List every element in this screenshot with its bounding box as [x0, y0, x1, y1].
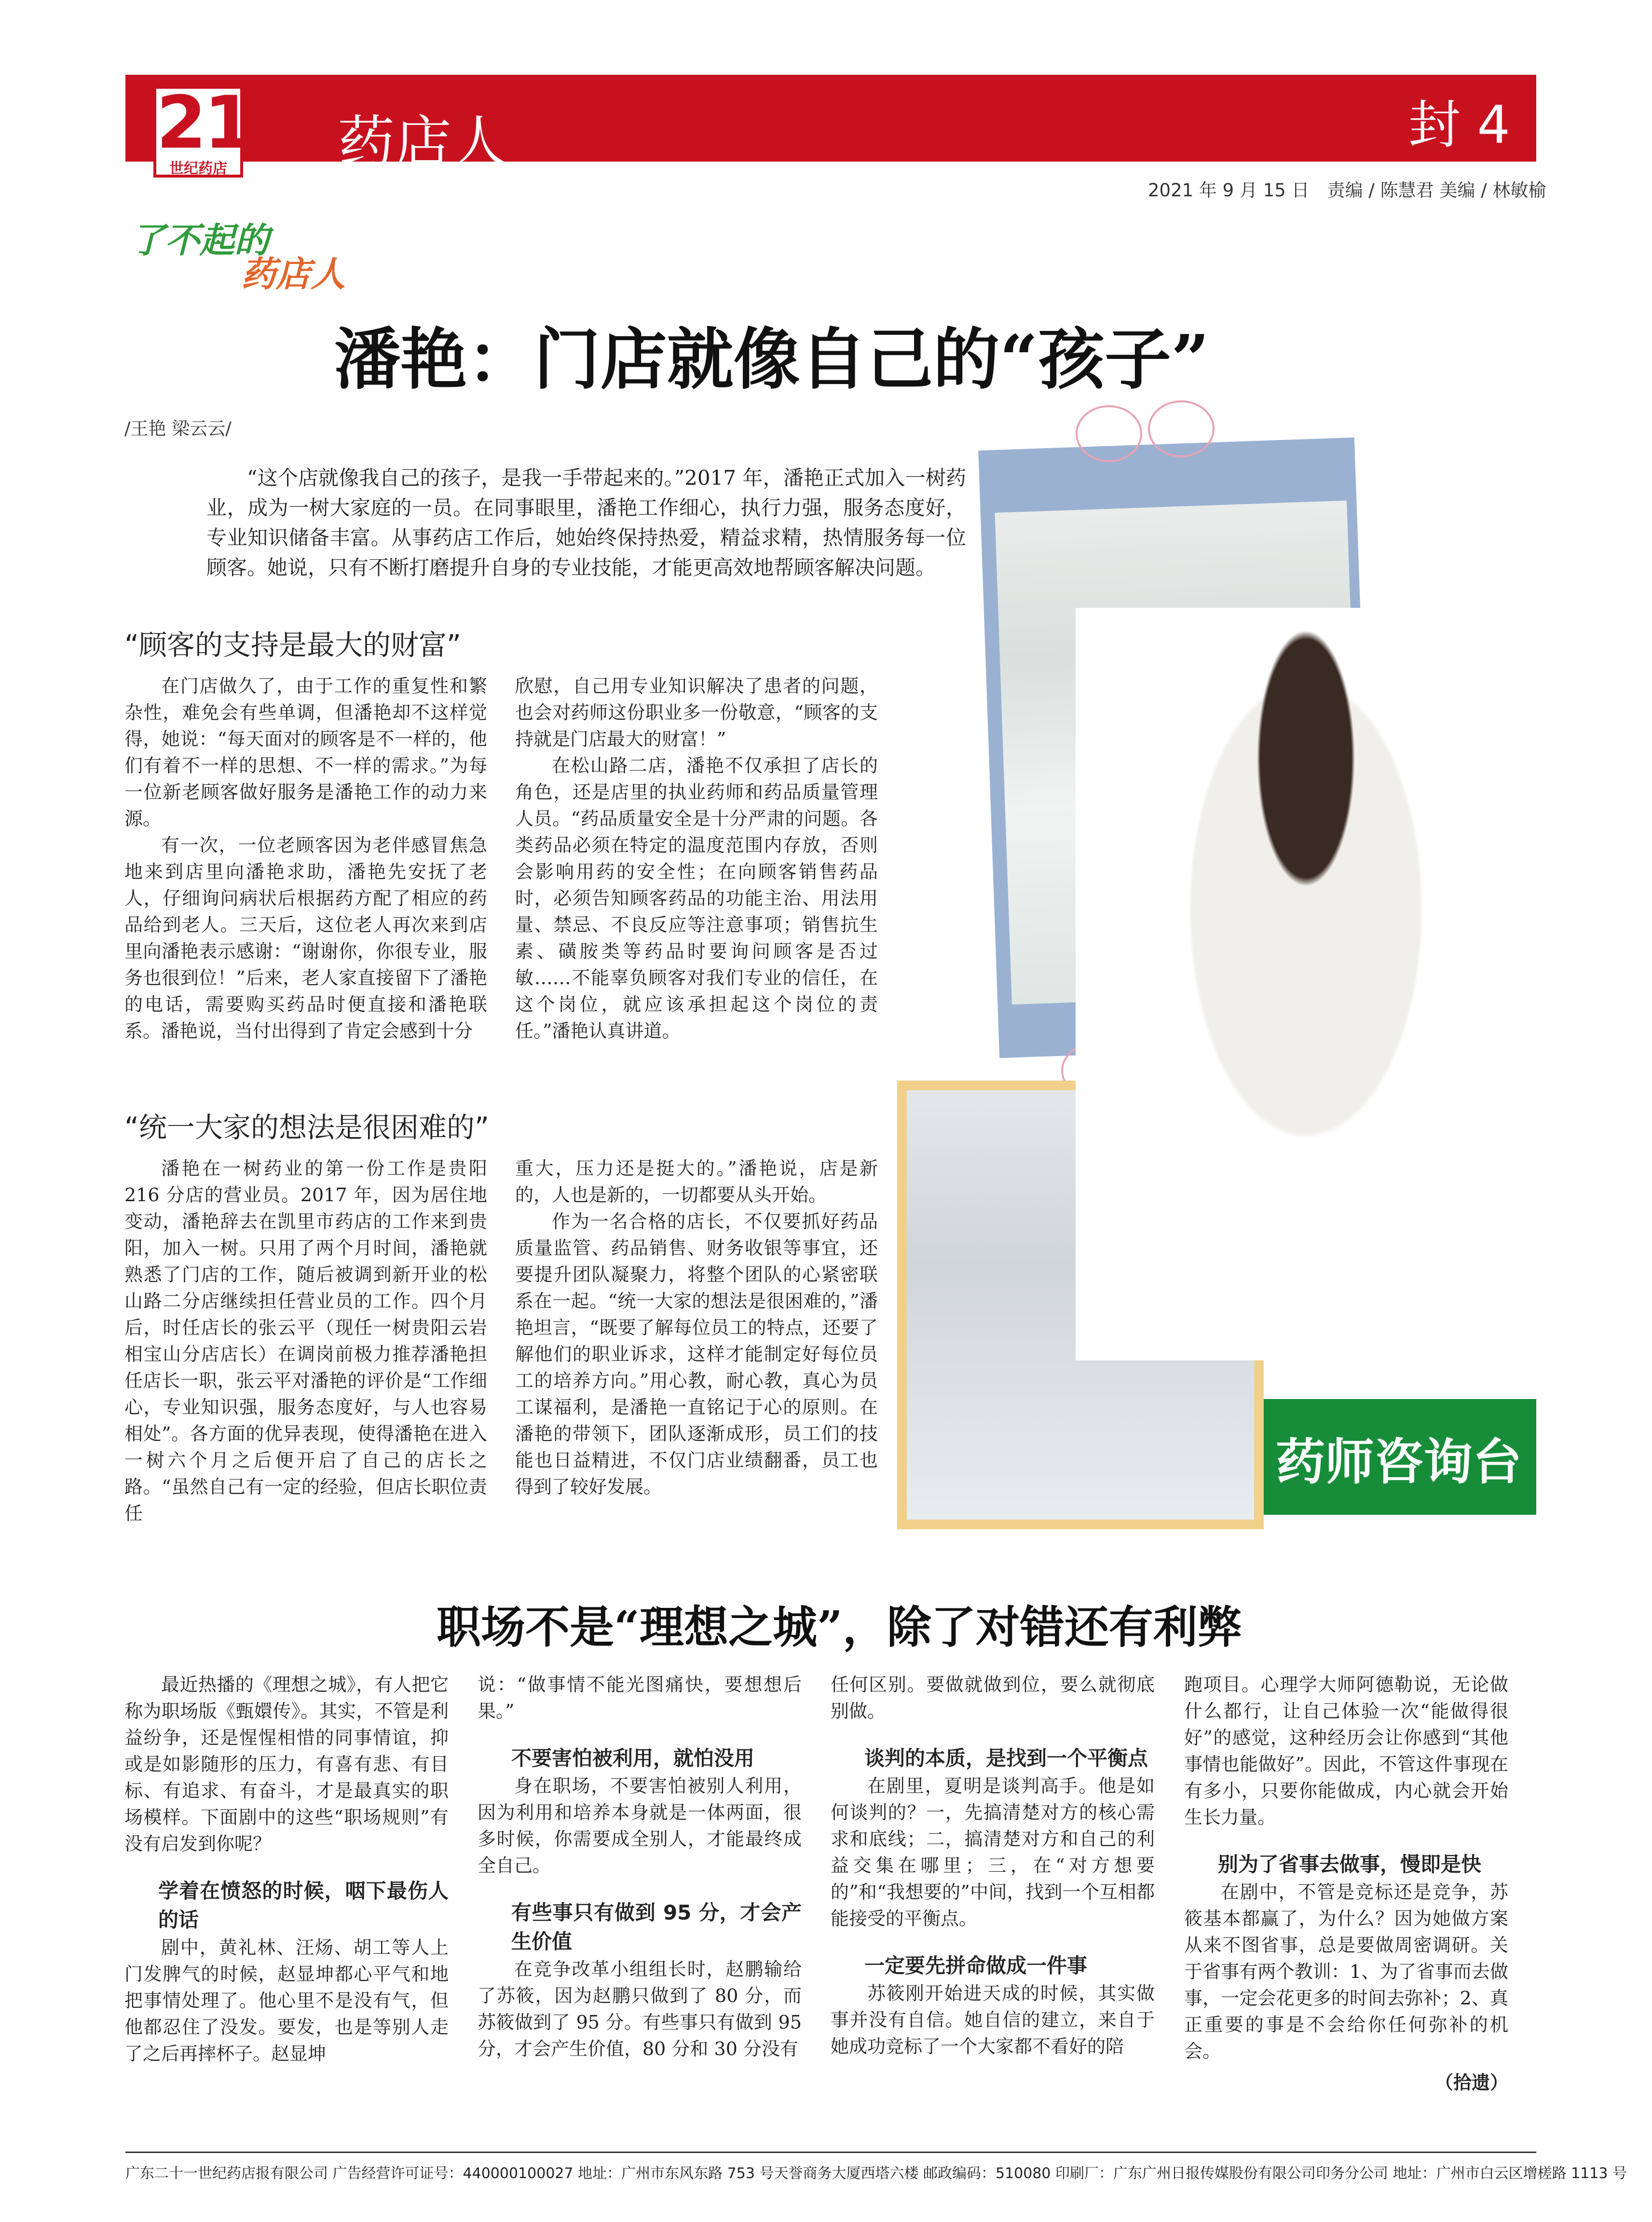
- paragraph: 最近热播的《理想之城》，有人把它称为职场版《甄嬛传》。其实，不管是利益纷争，还是惺惺相惜的同事情谊，抑或是如影随形的压力，有喜有悲、有目标、有追求、有奋斗，才是最真实的职场模样。下面剧中的这些“职场规则”有没有启发到你呢？: [124, 1674, 449, 1854]
- subheading: 有些事只有做到 95 分，才会产生价值: [511, 1901, 802, 1953]
- paragraph: 在剧中，不管是竞标还是竞争，苏筱基本都赢了，为什么？因为她做方案从来不图省事，总是要做周密调研。关于省事有两个教训：1、为了省事而去做事，一定会花更多的时间去弥补；2、真正重要的事是不会给你任何弥补的机会。: [1184, 1881, 1508, 2062]
- section2-column2: [515, 1155, 878, 1500]
- logo-text: 世纪药店: [169, 160, 227, 177]
- footer-rule: [125, 2152, 1536, 2153]
- paragraph: 在门店做久了，由于工作的重复性和繁杂性，难免会有些单调，但潘艳却不这样觉得，她说：“每天面对的顾客是不一样的，他们有着不一样的思想、不一样的需求。”为每一位新老顾客做好服务是潘艳工作的动力来源。: [124, 675, 487, 829]
- article2-column4: [1184, 1672, 1508, 2096]
- section2-heading: “统一大家的想法是很困难的”: [124, 1111, 490, 1144]
- section1-column1: [124, 673, 487, 1044]
- subheading: 学着在愤怒的时候，咽下最伤人的话: [158, 1879, 449, 1932]
- subheading: 谈判的本质，是找到一个平衡点: [864, 1746, 1148, 1770]
- paragraph: 身在职场，不要害怕被别人利用，因为利用和培养本身就是一体两面，很多时候，你需要成全别人，才能最终成全自己。: [478, 1775, 802, 1876]
- paragraph: 潘艳在一树药业的第一份工作是贵阳216 分店的营业员。2017 年，因为居住地变动，潘艳辞去在凯里市药店的工作来到贵阳，加入一树。只用了两个月时间，潘艳就熟悉了门店的工作，随后被调到新开业的松山路二分店继续担任营业员的工作。四个月后，时任店长的张云平（现任一树贵阳云岩相宝山分店店长）在调岗前极力推荐潘艳担任店长一职，张云平对潘艳的评价是“工作细心，专业知识强，服务态度好，与人也容易相处”。各方面的优异表现，使得潘艳在进入一树六个月之后便开启了自己的店长之路。“虽然自己有一定的经验，但店长职位责任: [124, 1158, 487, 1524]
- article1-byline: /王艳 梁云云/: [124, 418, 232, 439]
- column-logo-part2: 药店人: [241, 254, 346, 294]
- paragraph: 任何区别。要做就做到位，要么就彻底别做。: [831, 1674, 1155, 1722]
- page-label: 封 4: [1408, 95, 1511, 155]
- dateline: 2021 年 9 月 15 日 责编 / 陈慧君 美编 / 林敏榆: [1148, 180, 1546, 201]
- subheading: 不要害怕被利用，就怕没用: [511, 1746, 755, 1770]
- article2-title: 职场不是“理想之城”，除了对错还有利弊: [437, 1601, 1242, 1653]
- article1-lead: [206, 463, 966, 583]
- subheading: 别为了省事去做事，慢即是快: [1218, 1852, 1482, 1876]
- paragraph: 跑项目。心理学大师阿德勒说，无论做什么都行，让自己体验一次“能做得很好”的感觉，这种经历会让你感到“其他事情也能做好”。因此，不管这件事现在有多小，只要你能做成，内心就会开始生长力量。: [1184, 1674, 1508, 1828]
- pharmacist-portrait: [1076, 608, 1536, 1360]
- subheading: 一定要先拼命做成一件事: [864, 1954, 1088, 1977]
- paragraph: 重大，压力还是挺大的。”潘艳说，店是新的，人也是新的，一切都要从头开始。: [515, 1158, 878, 1206]
- section2-column1: [124, 1155, 487, 1527]
- paragraph: 有一次，一位老顾客因为老伴感冒焦急地来到店里向潘艳求助，潘艳先安抚了老人，仔细询问病状后根据药方配了相应的药品给到老人。三天后，这位老人再次来到店里向潘艳表示感谢：“谢谢你，你很专业，服务也很到位！”后来，老人家直接留下了潘艳的电话，需要购买药品时便直接和潘艳联系。潘艳说，当付出得到了肯定会感到十分: [124, 835, 487, 1042]
- ribbon-loop-left: [1076, 405, 1142, 462]
- newspaper-logo: [153, 81, 251, 178]
- article1-title: 潘艳：门店就像自己的“孩子”: [334, 320, 1210, 398]
- ribbon-loop-right: [1148, 400, 1215, 457]
- section-title: 药店人: [338, 109, 509, 176]
- publisher-footer: 广东二十一世纪药店报有限公司 广告经营许可证号：440000100027 地址：广州市东风东路 753 号天誉商务大厦西塔六楼 邮政编码：510080 印刷厂：广东广州日报传媒股份有限公司印务分公司 地址：广州市白云区增槎路 1113 号: [125, 2165, 1627, 2182]
- paragraph: 苏筱刚开始进天成的时候，其实做事并没有自信。她自信的建立，来自于她成功竞标了一个大家都不看好的陪: [831, 1983, 1155, 2057]
- section1-heading: “顾客的支持是最大的财富”: [124, 629, 462, 661]
- article2-column1: [124, 1672, 449, 2067]
- counter-sign: 药师咨询台: [1276, 1433, 1522, 1491]
- paragraph: 作为一名合格的店长，不仅要抓好药品质量监管、药品销售、财务收银等事宜，还要提升团队凝聚力，将整个团队的心紧密联系在一起。“统一大家的想法是很困难的，”潘艳坦言，“既要了解每位员工的特点，还要了解他们的职业诉求，这样才能制定好每位员工的培养方向。”用心教，耐心教，真心为员工谋福利，是潘艳一直铭记于心的原则。在潘艳的带领下，团队逐渐成形，员工们的技能也日益精进，不仅门店业绩翻番，员工也得到了较好发展。: [515, 1211, 878, 1497]
- article2-column2: [478, 1672, 802, 2062]
- article2-source: （拾遗）: [1434, 2072, 1508, 2093]
- counter-top: [1264, 1370, 1536, 1399]
- article2-column3: [831, 1672, 1155, 2060]
- lead-paragraph: “这个店就像我自己的孩子，是我一手带起来的。”2017 年，潘艳正式加入一树药业，成为一树大家庭的一员。在同事眼里，潘艳工作细心，执行力强，服务态度好，专业知识储备丰富。从事药店工作后，她始终保持热爱，精益求精，热情服务每一位顾客。她说，只有不断打磨提升自身的专业技能，才能更高效地帮顾客解决问题。: [206, 466, 966, 579]
- paragraph: 说：“做事情不能光图痛快，要想想后果。”: [478, 1674, 802, 1722]
- paragraph: 在竞争改革小组组长时，赵鹏输给了苏筱，因为赵鹏只做到了 80 分，而苏筱做到了 95 分。有些事只有做到 95分，才会产生价值，80 分和 30 分没有: [478, 1959, 802, 2059]
- paragraph: 剧中，黄礼林、汪炀、胡工等人上门发脾气的时候，赵显坤都心平气和地把事情处理了。他心里不是没有气，但他都忍住了没发。要发，也是等别人走了之后再摔杯子。赵显坤: [124, 1937, 449, 2064]
- masthead-bar: [125, 75, 1536, 165]
- paragraph: 在剧里，夏明是谈判高手。他是如何谈判的？一，先搞清楚对方的核心需求和底线；二，搞清楚对方和自己的利益交集在哪里；三，在“对方想要的”和“我想要的”中间，找到一个互相都能接受的平衡点。: [831, 1775, 1155, 1929]
- column-logo-part1: 了不起的: [130, 220, 270, 261]
- paragraph: 欣慰，自己用专业知识解决了患者的问题，也会对药师这份职业多一份敬意，“顾客的支持就是门店最大的财富！”: [515, 675, 878, 750]
- paragraph: 在松山路二店，潘艳不仅承担了店长的角色，还是店里的执业药师和药品质量管理人员。“药品质量安全是十分严肃的问题。各类药品必须在特定的温度范围内存放，否则会影响用药的安全性；在向顾客销售药品时，必须告知顾客药品的功能主治、用法用量、禁忌、不良反应等注意事项；销售抗生素、磺胺类等药品时要询问顾客是否过敏……不能辜负顾客对我们专业的信任，在这个岗位，就应该承担起这个岗位的责任。”潘艳认真讲道。: [515, 755, 878, 1042]
- section1-column2: [515, 673, 878, 1044]
- logo-number: 21: [156, 81, 251, 165]
